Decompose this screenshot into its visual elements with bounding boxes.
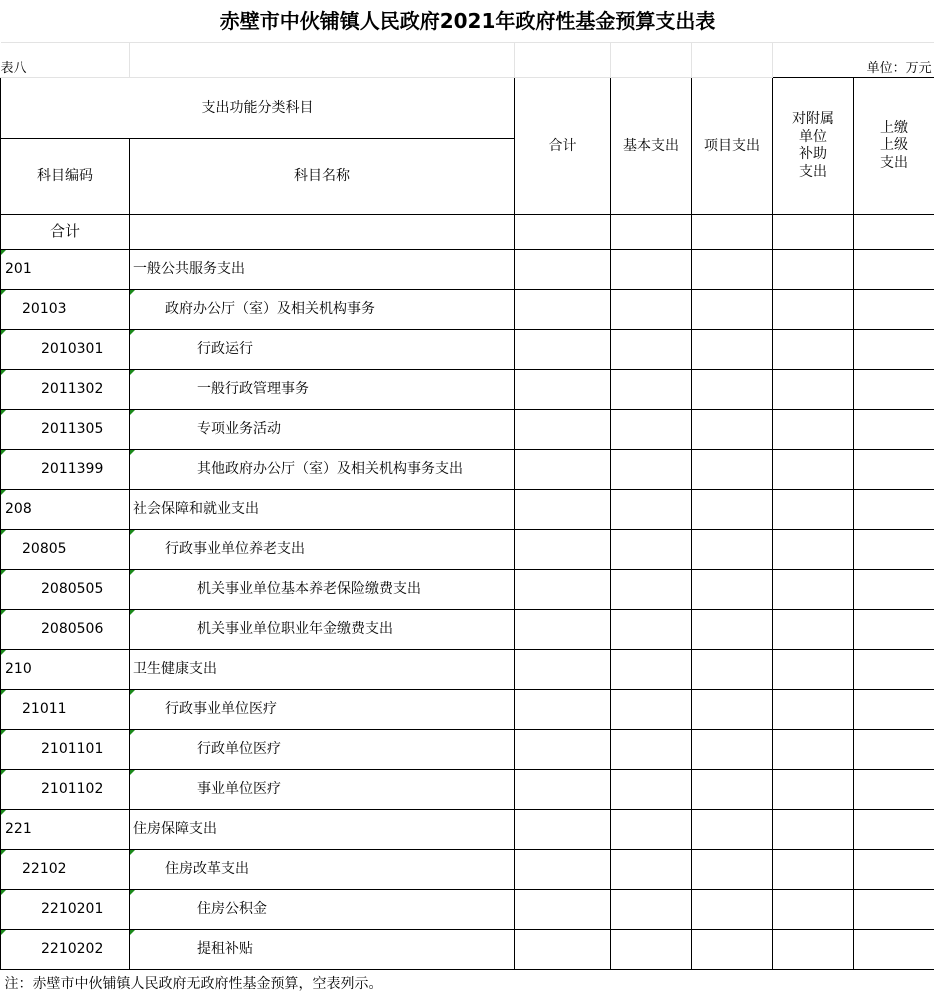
- row-name[interactable]: 机关事业单位基本养老保险缴费支出: [130, 570, 515, 610]
- total-row-label: 合计: [1, 215, 130, 250]
- header-total: 合计: [515, 78, 611, 215]
- value-cell[interactable]: [611, 410, 692, 450]
- row-code[interactable]: 221: [1, 810, 130, 850]
- cell-marker-icon: [1, 930, 6, 935]
- table-row: [1, 330, 934, 370]
- value-cell[interactable]: [773, 370, 854, 410]
- row-code[interactable]: 20103: [1, 290, 130, 330]
- cell-marker-icon: [130, 850, 135, 855]
- row-code[interactable]: 2101101: [1, 730, 130, 770]
- table-row: [1, 690, 934, 730]
- row-name[interactable]: 机关事业单位职业年金缴费支出: [130, 610, 515, 650]
- value-cell[interactable]: [854, 570, 934, 610]
- cell-marker-icon: [1, 530, 6, 535]
- value-cell[interactable]: [773, 930, 854, 970]
- page-title: 赤壁市中伙铺镇人民政府2021年政府性基金预算支出表: [1, 0, 934, 43]
- header-project: 项目支出: [692, 78, 773, 215]
- row-code[interactable]: 2101102: [1, 770, 130, 810]
- table-row: [1, 410, 934, 450]
- value-cell[interactable]: [611, 450, 692, 490]
- value-cell[interactable]: [854, 530, 934, 570]
- value-cell[interactable]: [611, 330, 692, 370]
- header-subsidy: 对附属 单位 补助 支出: [773, 78, 854, 215]
- value-cell[interactable]: [773, 850, 854, 890]
- row-code[interactable]: 2080506: [1, 610, 130, 650]
- value-cell[interactable]: [692, 730, 773, 770]
- row-code[interactable]: 2080505: [1, 570, 130, 610]
- value-cell[interactable]: [515, 410, 611, 450]
- cell-marker-icon: [130, 290, 135, 295]
- row-code[interactable]: 2010301: [1, 330, 130, 370]
- value-cell[interactable]: [515, 450, 611, 490]
- unit-label: 单位：万元: [866, 61, 932, 77]
- cell-marker-icon: [1, 370, 6, 375]
- value-cell[interactable]: [515, 250, 611, 290]
- value-cell[interactable]: [515, 530, 611, 570]
- value-cell[interactable]: [515, 730, 611, 770]
- value-cell[interactable]: [692, 650, 773, 690]
- value-cell[interactable]: [692, 490, 773, 530]
- table-row: [1, 930, 934, 970]
- cell-marker-icon: [1, 490, 6, 495]
- value-cell[interactable]: [773, 490, 854, 530]
- row-name[interactable]: 一般公共服务支出: [130, 250, 515, 290]
- value-cell[interactable]: [854, 250, 934, 290]
- row-code[interactable]: 2210201: [1, 890, 130, 930]
- row-name[interactable]: 提租补贴: [130, 930, 515, 970]
- value-cell[interactable]: [692, 850, 773, 890]
- value-cell[interactable]: [773, 410, 854, 450]
- value-cell[interactable]: [854, 290, 934, 330]
- value-cell[interactable]: [515, 570, 611, 610]
- value-cell[interactable]: [611, 730, 692, 770]
- value-cell[interactable]: [773, 690, 854, 730]
- cell-marker-icon: [1, 890, 6, 895]
- cell-marker-icon: [1, 250, 6, 255]
- value-cell[interactable]: [854, 890, 934, 930]
- value-cell[interactable]: [692, 930, 773, 970]
- value-cell[interactable]: [611, 570, 692, 610]
- table-row: [1, 650, 934, 690]
- table-row: [1, 290, 934, 330]
- value-cell[interactable]: [515, 770, 611, 810]
- table-row: [1, 490, 934, 530]
- row-name[interactable]: 住房保障支出: [130, 810, 515, 850]
- row-code[interactable]: 21011: [1, 690, 130, 730]
- value-cell[interactable]: [611, 690, 692, 730]
- value-cell[interactable]: [515, 810, 611, 850]
- header-name: 科目名称: [130, 139, 515, 215]
- cell-marker-icon: [1, 810, 6, 815]
- row-name[interactable]: 行政事业单位医疗: [130, 690, 515, 730]
- value-cell[interactable]: [773, 610, 854, 650]
- value-cell[interactable]: [611, 370, 692, 410]
- value-cell[interactable]: [611, 610, 692, 650]
- cell-marker-icon: [1, 850, 6, 855]
- value-cell[interactable]: [611, 650, 692, 690]
- value-cell[interactable]: [854, 770, 934, 810]
- row-name[interactable]: 行政事业单位养老支出: [130, 530, 515, 570]
- value-cell[interactable]: [773, 250, 854, 290]
- row-name[interactable]: 行政单位医疗: [130, 730, 515, 770]
- value-cell[interactable]: [773, 730, 854, 770]
- value-cell[interactable]: [692, 810, 773, 850]
- cell-marker-icon: [1, 730, 6, 735]
- table-row: [1, 730, 934, 770]
- value-cell[interactable]: [692, 250, 773, 290]
- header-basic: 基本支出: [611, 78, 692, 215]
- cell-marker-icon: [1, 610, 6, 615]
- value-cell[interactable]: [692, 290, 773, 330]
- row-code[interactable]: 2210202: [1, 930, 130, 970]
- header-category-group: 支出功能分类科目: [1, 78, 515, 139]
- value-cell[interactable]: [515, 490, 611, 530]
- value-cell[interactable]: [515, 650, 611, 690]
- value-cell[interactable]: [854, 370, 934, 410]
- cell-marker-icon: [1, 290, 6, 295]
- row-code[interactable]: 210: [1, 650, 130, 690]
- value-cell[interactable]: [773, 450, 854, 490]
- value-cell[interactable]: [773, 810, 854, 850]
- value-cell[interactable]: [854, 730, 934, 770]
- cell-marker-icon: [130, 410, 135, 415]
- value-cell[interactable]: [611, 290, 692, 330]
- row-name[interactable]: 行政运行: [130, 330, 515, 370]
- cell-marker-icon: [130, 570, 135, 575]
- row-name[interactable]: 住房公积金: [130, 890, 515, 930]
- header-code: 科目编码: [1, 139, 130, 215]
- value-cell[interactable]: [515, 370, 611, 410]
- table-number: 表八: [1, 43, 130, 78]
- cell-marker-icon: [130, 770, 135, 775]
- row-code[interactable]: 208: [1, 490, 130, 530]
- row-name[interactable]: 事业单位医疗: [130, 770, 515, 810]
- value-cell[interactable]: [515, 330, 611, 370]
- value-cell[interactable]: [515, 610, 611, 650]
- value-cell[interactable]: [773, 770, 854, 810]
- table-row: [1, 370, 934, 410]
- value-cell[interactable]: [692, 450, 773, 490]
- value-cell[interactable]: [854, 490, 934, 530]
- cell-marker-icon: [130, 610, 135, 615]
- cell-marker-icon: [1, 330, 6, 335]
- cell-marker-icon: [130, 890, 135, 895]
- row-name[interactable]: 专项业务活动: [130, 410, 515, 450]
- cell-marker-icon: [130, 730, 135, 735]
- value-cell[interactable]: [692, 370, 773, 410]
- table-row: [1, 890, 934, 930]
- row-code[interactable]: 22102: [1, 850, 130, 890]
- value-cell[interactable]: [692, 690, 773, 730]
- row-code[interactable]: 2011305: [1, 410, 130, 450]
- value-cell[interactable]: [611, 930, 692, 970]
- table-row: [1, 850, 934, 890]
- value-cell[interactable]: [692, 570, 773, 610]
- value-cell[interactable]: [692, 770, 773, 810]
- cell-marker-icon: [130, 530, 135, 535]
- cell-marker-icon: [130, 690, 135, 695]
- value-cell[interactable]: [611, 530, 692, 570]
- cell-marker-icon: [1, 450, 6, 455]
- table-row: [1, 610, 934, 650]
- value-cell[interactable]: [854, 930, 934, 970]
- row-name[interactable]: 一般行政管理事务: [130, 370, 515, 410]
- value-cell[interactable]: [773, 570, 854, 610]
- table-row: [1, 770, 934, 810]
- value-cell[interactable]: [515, 890, 611, 930]
- value-cell[interactable]: [611, 490, 692, 530]
- row-name[interactable]: 住房改革支出: [130, 850, 515, 890]
- footnote: 注：赤壁市中伙铺镇人民政府无政府性基金预算，空表列示。: [4, 975, 383, 992]
- value-cell[interactable]: [854, 330, 934, 370]
- value-cell[interactable]: [773, 890, 854, 930]
- table-row: [1, 530, 934, 570]
- row-code[interactable]: 20805: [1, 530, 130, 570]
- value-cell[interactable]: [611, 770, 692, 810]
- value-cell[interactable]: [611, 810, 692, 850]
- value-cell[interactable]: [692, 610, 773, 650]
- value-cell[interactable]: [692, 330, 773, 370]
- row-code[interactable]: 2011302: [1, 370, 130, 410]
- cell-marker-icon: [130, 930, 135, 935]
- value-cell[interactable]: [611, 890, 692, 930]
- value-cell[interactable]: [515, 930, 611, 970]
- cell-marker-icon: [1, 650, 6, 655]
- value-cell[interactable]: [854, 850, 934, 890]
- header-upper: 上缴 上级 支出: [854, 78, 934, 215]
- cell-marker-icon: [130, 370, 135, 375]
- cell-marker-icon: [130, 330, 135, 335]
- value-cell[interactable]: [611, 250, 692, 290]
- cell-marker-icon: [130, 450, 135, 455]
- value-cell[interactable]: [515, 290, 611, 330]
- row-name[interactable]: 政府办公厅（室）及相关机构事务: [130, 290, 515, 330]
- value-cell[interactable]: [515, 690, 611, 730]
- row-code[interactable]: 201: [1, 250, 130, 290]
- value-cell[interactable]: [515, 850, 611, 890]
- row-name[interactable]: 其他政府办公厅（室）及相关机构事务支出: [130, 450, 515, 490]
- value-cell[interactable]: [692, 530, 773, 570]
- value-cell[interactable]: [854, 650, 934, 690]
- table-row: [1, 450, 934, 490]
- value-cell[interactable]: [773, 330, 854, 370]
- value-cell[interactable]: [854, 690, 934, 730]
- value-cell[interactable]: [854, 410, 934, 450]
- row-name[interactable]: 社会保障和就业支出: [130, 490, 515, 530]
- value-cell[interactable]: [773, 650, 854, 690]
- value-cell[interactable]: [854, 610, 934, 650]
- cell-marker-icon: [1, 770, 6, 775]
- table-row: [1, 250, 934, 290]
- value-cell[interactable]: [692, 890, 773, 930]
- cell-marker-icon: [1, 410, 6, 415]
- cell-marker-icon: [1, 570, 6, 575]
- value-cell[interactable]: [773, 530, 854, 570]
- row-code[interactable]: 2011399: [1, 450, 130, 490]
- value-cell[interactable]: [692, 410, 773, 450]
- value-cell[interactable]: [854, 810, 934, 850]
- row-name[interactable]: 卫生健康支出: [130, 650, 515, 690]
- cell-marker-icon: [1, 690, 6, 695]
- value-cell[interactable]: [773, 290, 854, 330]
- value-cell[interactable]: [854, 450, 934, 490]
- table-row: [1, 570, 934, 610]
- value-cell[interactable]: [611, 850, 692, 890]
- table-row: [1, 810, 934, 850]
